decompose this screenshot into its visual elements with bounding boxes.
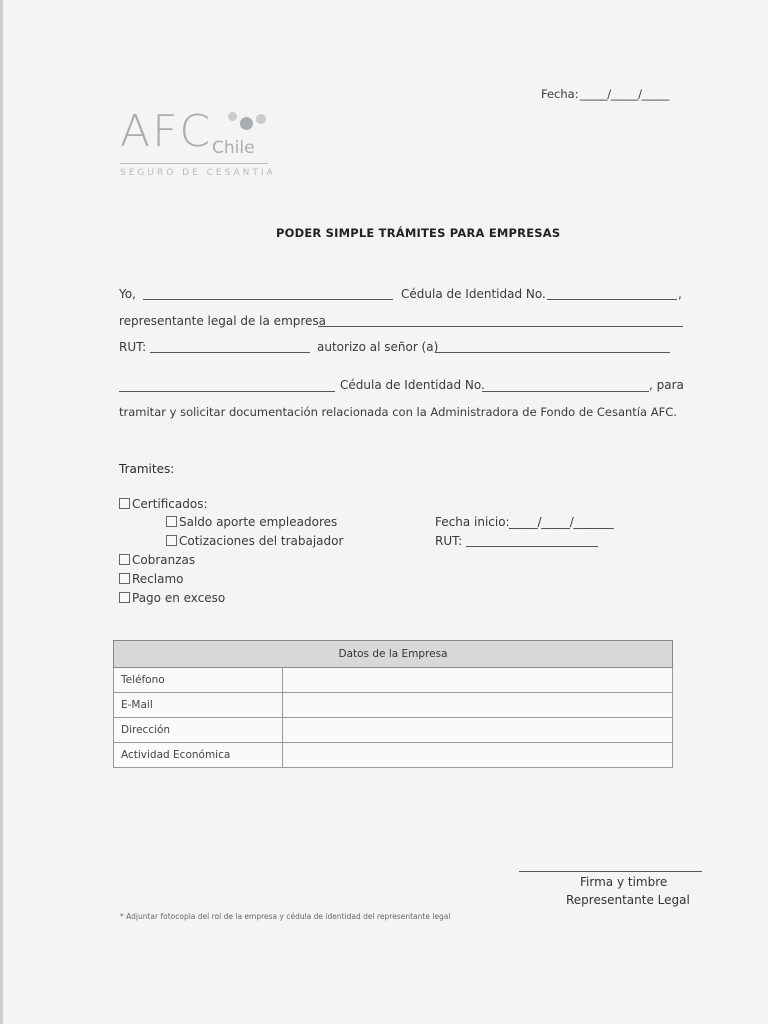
rut-tramite-label: RUT: bbox=[435, 534, 463, 548]
checkbox-reclamo[interactable] bbox=[119, 572, 184, 586]
checkbox-icon[interactable] bbox=[166, 516, 177, 527]
rut-tramite-field[interactable] bbox=[466, 546, 598, 547]
nombre-field[interactable] bbox=[143, 299, 393, 300]
row-label: Dirección bbox=[114, 718, 283, 743]
checkbox-pago-exceso[interactable] bbox=[119, 591, 225, 605]
para-label: , para bbox=[649, 378, 684, 392]
tramitar-text: tramitar y solicitar documentación relacionada con la Administradora de Fondo de Cesantía AFC. bbox=[119, 405, 677, 419]
row-label: E-Mail bbox=[114, 693, 283, 718]
autorizado-field[interactable] bbox=[435, 352, 670, 353]
row-label: Teléfono bbox=[114, 668, 283, 693]
table-row bbox=[114, 743, 673, 768]
fecha-blank[interactable]: _____/_____/_____ bbox=[580, 87, 669, 101]
direccion-input-cell[interactable] bbox=[283, 718, 673, 743]
cedula-field-2[interactable] bbox=[482, 391, 649, 392]
checkbox-cobranzas[interactable] bbox=[119, 553, 195, 567]
checkbox-certificados[interactable] bbox=[119, 497, 208, 511]
logo-tagline: SEGURO DE CESANTIA bbox=[120, 168, 276, 178]
signature-label-1: Firma y timbre bbox=[580, 875, 668, 889]
signature-label-2: Representante Legal bbox=[566, 893, 690, 907]
rut-field[interactable] bbox=[150, 352, 310, 353]
table-row bbox=[114, 693, 673, 718]
telefono-input-cell[interactable] bbox=[283, 668, 673, 693]
yo-label: Yo, bbox=[119, 287, 136, 301]
checkbox-icon[interactable] bbox=[119, 554, 130, 565]
logo-chile-text: Chile bbox=[212, 138, 255, 158]
checkbox-saldo-aporte[interactable] bbox=[166, 515, 337, 529]
checkbox-label: Reclamo bbox=[132, 572, 184, 586]
checkbox-label: Certificados: bbox=[132, 497, 208, 511]
company-data-table bbox=[113, 640, 673, 768]
cedula-field-1[interactable] bbox=[547, 299, 677, 300]
footnote: * Adjuntar fotocopia del rol de la empresa y cédula de identidad del representante legal bbox=[120, 912, 451, 921]
checkbox-label: Cotizaciones del trabajador bbox=[179, 534, 344, 548]
checkbox-label: Pago en exceso bbox=[132, 591, 226, 605]
checkbox-icon[interactable] bbox=[166, 535, 177, 546]
representante-label: representante legal de la empresa bbox=[119, 314, 327, 328]
cedula-label-2: Cédula de Identidad No. bbox=[340, 378, 485, 392]
actividad-input-cell[interactable] bbox=[283, 743, 673, 768]
logo-dot-icon bbox=[228, 112, 237, 121]
table-row bbox=[114, 668, 673, 693]
rut-label: RUT: bbox=[119, 340, 147, 354]
checkbox-label: Saldo aporte empleadores bbox=[179, 515, 338, 529]
checkbox-cotizaciones[interactable] bbox=[166, 534, 343, 548]
page-edge bbox=[0, 0, 3, 1024]
checkbox-icon[interactable] bbox=[119, 498, 130, 509]
signature-line[interactable] bbox=[519, 871, 702, 872]
logo-rule bbox=[120, 163, 268, 164]
fecha-label: Fecha: bbox=[541, 87, 579, 101]
checkbox-label: Cobranzas bbox=[132, 553, 196, 567]
email-input-cell[interactable] bbox=[283, 693, 673, 718]
comma: , bbox=[678, 287, 682, 301]
logo-dot-icon bbox=[240, 117, 253, 130]
page-title: PODER SIMPLE TRÁMITES PARA EMPRESAS bbox=[276, 226, 561, 240]
autorizo-label: autorizo al señor (a) bbox=[317, 340, 439, 354]
logo-afc-text: AFC bbox=[120, 106, 213, 157]
row-label: Actividad Económica bbox=[114, 743, 283, 768]
checkbox-icon[interactable] bbox=[119, 573, 130, 584]
empresa-field[interactable] bbox=[318, 326, 683, 327]
table-header: Datos de la Empresa bbox=[114, 641, 673, 668]
table-row bbox=[114, 718, 673, 743]
cedula-label-1: Cédula de Identidad No. bbox=[401, 287, 546, 301]
logo-dot-icon bbox=[256, 114, 266, 124]
fecha-inicio-label: Fecha inicio: bbox=[435, 515, 510, 529]
tramites-heading: Tramites: bbox=[119, 462, 175, 476]
fecha-inicio-blank[interactable]: _____/_____/_______ bbox=[509, 515, 614, 529]
checkbox-icon[interactable] bbox=[119, 592, 130, 603]
autorizado-nombre-field[interactable] bbox=[119, 391, 335, 392]
